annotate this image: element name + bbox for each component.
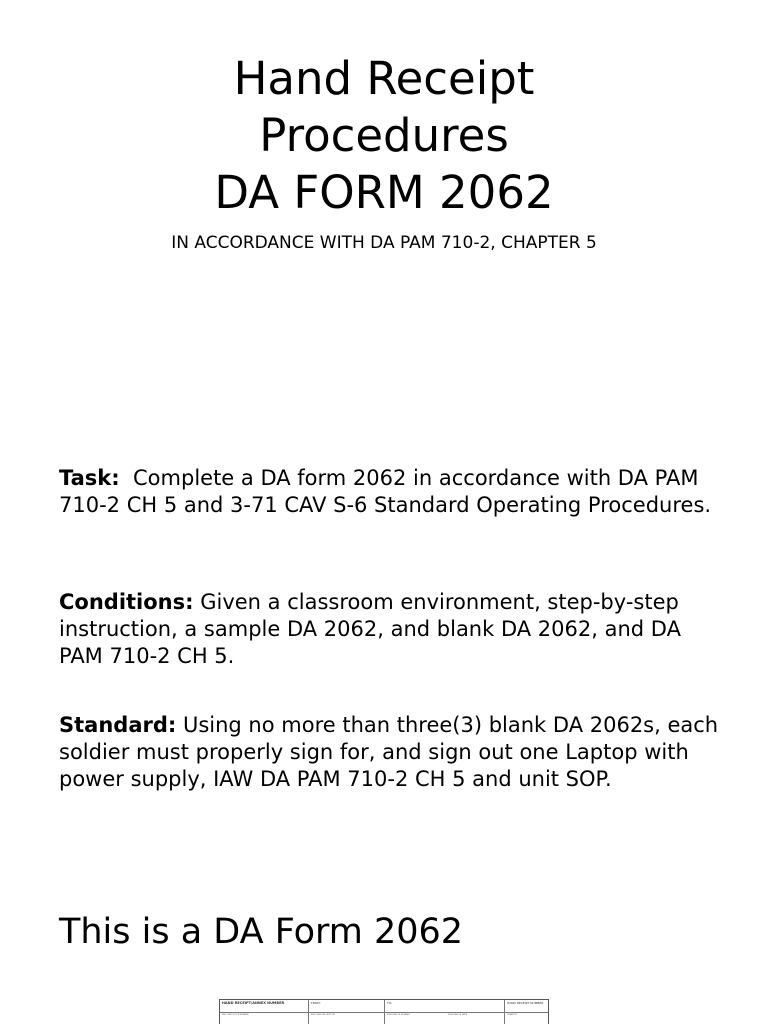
form-row2-cell: PUBLICATION DATE — [448, 1014, 468, 1016]
standard-label: Standard: — [59, 713, 177, 737]
form-column-divider — [504, 1000, 505, 1024]
form-from-label: FROM: — [311, 1001, 321, 1005]
form-row2-cell: END ITEM STOCK NUMBER — [222, 1014, 249, 1016]
section-heading: This is a DA Form 2062 — [59, 912, 464, 952]
form-header-title: HAND RECEIPT/ANNEX NUMBER — [222, 1001, 285, 1005]
da-form-2062-thumbnail — [219, 999, 549, 1024]
form-column-divider — [384, 1000, 385, 1024]
form-hr-number-label: HAND RECEIPT NUMBER — [507, 1001, 544, 1005]
form-to-label: TO: — [387, 1001, 393, 1005]
conditions-paragraph — [59, 589, 719, 670]
task-text: Complete a DA form 2062 in accordance with DA PAM 710-2 CH 5 and 3-71 CAV S-6 Standard Operating Procedures. — [59, 466, 712, 517]
form-column-divider — [308, 1000, 309, 1024]
page-title — [0, 50, 768, 221]
title-line-1: Hand Receipt — [233, 52, 535, 105]
task-label: Task: — [59, 466, 120, 490]
page-subtitle: IN ACCORDANCE WITH DA PAM 710-2, CHAPTER 5 — [171, 233, 597, 253]
conditions-text: Given a classroom environment, step-by-step instruction, a sample DA 2062, and blank DA 2062, and DA PAM 710-2 CH 5. — [59, 590, 681, 668]
conditions-label: Conditions: — [59, 590, 194, 614]
title-line-2: Procedures — [259, 109, 509, 162]
task-paragraph — [59, 465, 719, 519]
form-row2-cell: PUBLICATION NUMBER — [387, 1014, 410, 1016]
form-row2-cell: END ITEM DESCRIPTION — [311, 1014, 335, 1016]
standard-paragraph — [59, 712, 719, 793]
standard-text: Using no more than three(3) blank DA 2062s, each soldier must properly sign for, and sign out one Laptop with power supply, IAW DA PAM 710-2 CH 5 and unit SOP. — [59, 713, 719, 791]
title-line-3: DA FORM 2062 — [214, 166, 554, 219]
form-row2-cell: QUANTITY — [507, 1014, 518, 1016]
